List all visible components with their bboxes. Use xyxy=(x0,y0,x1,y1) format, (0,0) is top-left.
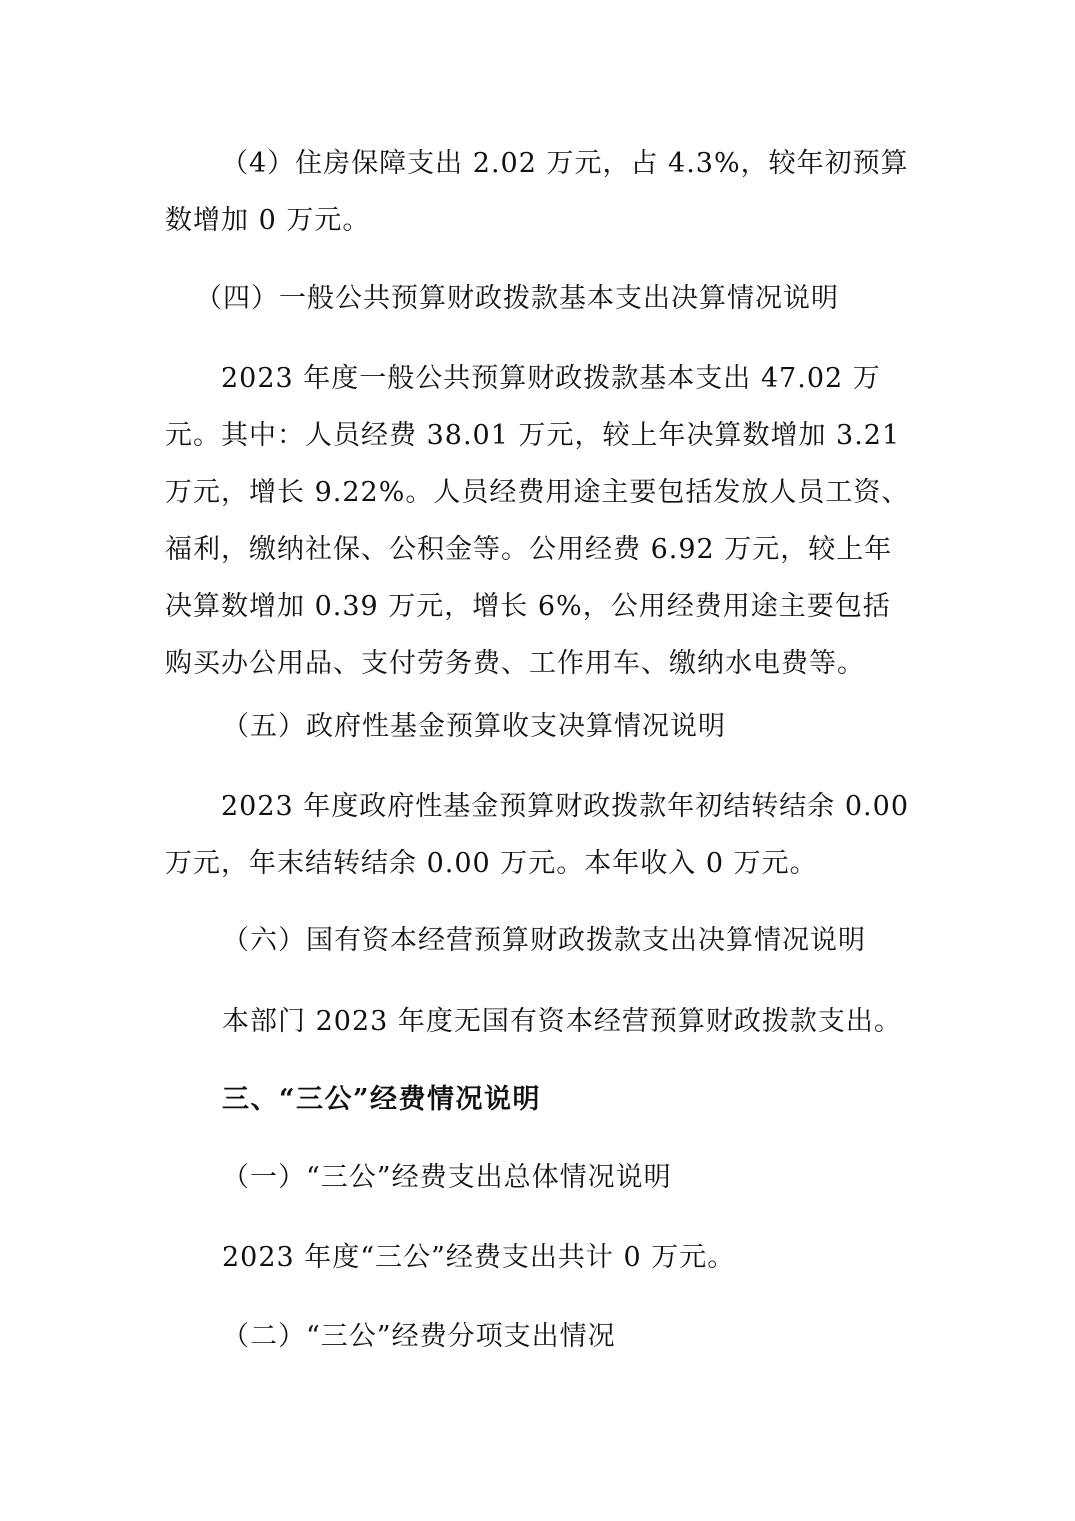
paragraph-government-fund: 2023 年度政府性基金预算财政拨款年初结转结余 0.00 万元，年末结转结余 0.00 万元。本年收入 0 万元。 xyxy=(165,791,909,879)
paragraph-three-public-total: 2023 年度“三公”经费支出共计 0 万元。 xyxy=(222,1242,736,1273)
paragraph-housing-expense: （4）住房保障支出 2.02 万元，占 4.3%，较年初预算数增加 0 万元。 xyxy=(165,148,909,236)
section-heading-5: （五）政府性基金预算收支决算情况说明 xyxy=(222,711,726,742)
section-heading-4: （四）一般公共预算财政拨款基本支出决算情况说明 xyxy=(195,283,839,314)
paragraph-state-capital: 本部门 2023 年度无国有资本经营预算财政拨款支出。 xyxy=(222,1006,902,1037)
section-heading-overall: （一）“三公”经费支出总体情况说明 xyxy=(222,1162,672,1193)
paragraph-basic-expenditure: 2023 年度一般公共预算财政拨款基本支出 47.02 万元。其中：人员经费 38.01 万元，较上年决算数增加 3.21 万元，增长 9.22%。人员经费用途主要包括发放人员工资、福利，缴纳社保、公积金等。公用经费 6.92 万元，较上年决算数增加 0.39 万元，增长 6%，公用经费用途主要包括购买办公用品、支付劳务费、工作用车、缴纳水电费等。 xyxy=(165,363,910,679)
section-heading-itemized: （二）“三公”经费分项支出情况 xyxy=(222,1321,616,1352)
chapter-heading-three-public: 三、“三公”经费情况说明 xyxy=(222,1084,542,1115)
section-heading-6: （六）国有资本经营预算财政拨款支出决算情况说明 xyxy=(222,925,866,956)
